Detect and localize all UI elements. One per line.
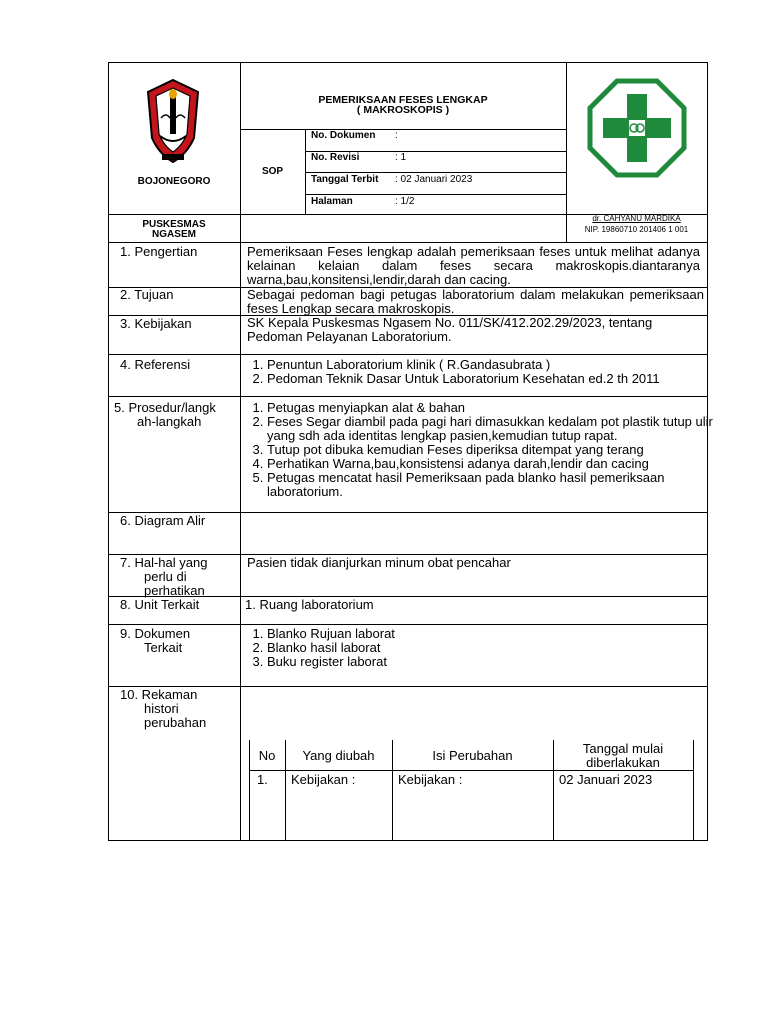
list-item: 2. Feses Segar diambil pada pagi hari dimasukkan kedalam pot plastik tutup ulir yang sdh ada identitas lengkap pasien,kemudian tutup rapat. bbox=[267, 415, 729, 443]
section-unit-text: 1. Ruang laboratorium bbox=[245, 597, 374, 612]
section-tujuan-label: 2. Tujuan bbox=[120, 287, 174, 302]
puskesmas-name-line2: NGASEM bbox=[152, 229, 196, 240]
history-header-yang-diubah: Yang diubah bbox=[302, 748, 375, 763]
section-prosedur-list bbox=[241, 401, 729, 499]
section-pengertian-label: 1. Pengertian bbox=[120, 244, 198, 259]
section-prosedur-label-line2: ah-langkah bbox=[137, 414, 202, 429]
history-cell-isi-perubahan: Kebijakan : bbox=[398, 772, 463, 787]
section-kebijakan-label: 3. Kebijakan bbox=[120, 316, 192, 331]
section-halhal-label-line3: perhatikan bbox=[144, 583, 205, 598]
history-header-no: No bbox=[258, 748, 276, 763]
section-prosedur-label-line1: 5. Prosedur/langk bbox=[114, 400, 216, 415]
section-dokumen-list bbox=[241, 627, 707, 669]
section-referensi-label: 4. Referensi bbox=[120, 357, 191, 372]
list-item: 5. Petugas mencatat hasil Pemeriksaan pada blanko hasil pemeriksaan laboratorium. bbox=[267, 471, 729, 499]
sop-label: SOP bbox=[261, 166, 284, 177]
history-cell-tanggal: 02 Januari 2023 bbox=[559, 772, 653, 787]
list-item: 4. Perhatikan Warna,bau,konsistensi adanya darah,lendir dan cacing bbox=[267, 457, 729, 471]
section-rekaman-label-line1: 10. Rekaman bbox=[120, 687, 198, 702]
list-item: 3. Buku register laborat bbox=[267, 655, 707, 669]
list-item: 1. Blanko Rujuan laborat bbox=[267, 627, 707, 641]
history-cell-no: 1. bbox=[257, 772, 268, 787]
sop-title-line2: ( MAKROSKOPIS ) bbox=[356, 104, 450, 116]
field-halaman-value: : 1/2 bbox=[395, 196, 415, 207]
signer-name: dr. CAHYANU MARDIKA bbox=[592, 214, 681, 223]
section-dokumen-label-line1: 9. Dokumen bbox=[120, 626, 191, 641]
section-rekaman-label-line3: perubahan bbox=[144, 715, 207, 730]
list-item: 2. Pedoman Teknik Dasar Untuk Laboratorium Kesehatan ed.2 th 2011 bbox=[267, 372, 727, 386]
section-rekaman-label-line2: histori bbox=[144, 701, 179, 716]
section-referensi-list bbox=[241, 358, 727, 386]
list-item: 2. Blanko hasil laborat bbox=[267, 641, 707, 655]
field-halaman-label: Halaman bbox=[311, 196, 353, 207]
section-diagram-label: 6. Diagram Alir bbox=[120, 513, 206, 528]
history-header-tanggal-line1: Tanggal mulai bbox=[582, 741, 664, 756]
field-tanggal-terbit-label: Tanggal Terbit bbox=[311, 174, 379, 185]
field-no-revisi-label: No. Revisi bbox=[311, 152, 360, 163]
puskesmas-cross-logo bbox=[587, 78, 687, 178]
list-item: 3. Tutup pot dibuka kemudian Feses diperiksa ditempat yang terang bbox=[267, 443, 729, 457]
bojonegoro-crest-logo bbox=[142, 78, 204, 164]
section-halhal-label-line1: 7. Hal-hal yang bbox=[120, 555, 208, 570]
list-item: 1. Petugas menyiapkan alat & bahan bbox=[267, 401, 729, 415]
signer-nip: NIP. 19860710 201406 1 001 bbox=[584, 225, 689, 234]
section-pengertian-text: Pemeriksaan Feses lengkap adalah pemeriksaan feses untuk melihat adanya kelainan kelaian dalam feses secara makroskopis.diantaranya warna,bau,konsitensi,lendir,darah dan cacing. bbox=[247, 244, 700, 287]
field-no-dokumen-label: No. Dokumen bbox=[311, 130, 376, 141]
section-kebijakan-text: SK Kepala Puskesmas Ngasem No. 011/SK/412.202.29/2023, tentang Pedoman Pelayanan Laboratorium. bbox=[247, 315, 653, 344]
history-cell-yang-diubah: Kebijakan : bbox=[291, 772, 356, 787]
section-halhal-label-line2: perlu di bbox=[144, 569, 187, 584]
history-header-isi-perubahan: Isi Perubahan bbox=[432, 748, 513, 763]
section-dokumen-label-line2: Terkait bbox=[144, 640, 183, 655]
field-no-dokumen-value: : bbox=[395, 130, 398, 141]
field-tanggal-terbit-value: : 02 Januari 2023 bbox=[395, 174, 473, 185]
field-no-revisi-value: : 1 bbox=[395, 152, 407, 163]
list-item: 1. Penuntun Laboratorium klinik ( R.Gandasubrata ) bbox=[267, 358, 727, 372]
history-header-tanggal-line2: diberlakukan bbox=[586, 755, 660, 770]
section-unit-label: 8. Unit Terkait bbox=[120, 597, 200, 612]
sop-title-line1: PEMERIKSAAN FESES LENGKAP bbox=[318, 94, 488, 106]
org-name: BOJONEGORO bbox=[137, 176, 211, 187]
section-halhal-text: Pasien tidak dianjurkan minum obat pencahar bbox=[247, 555, 511, 570]
puskesmas-name-line1: PUSKESMAS bbox=[142, 219, 206, 230]
section-tujuan-text: Sebagai pedoman bagi petugas laboratorium dalam melakukan pemeriksaan feses Lengkap secara makroskopis. bbox=[247, 287, 704, 316]
